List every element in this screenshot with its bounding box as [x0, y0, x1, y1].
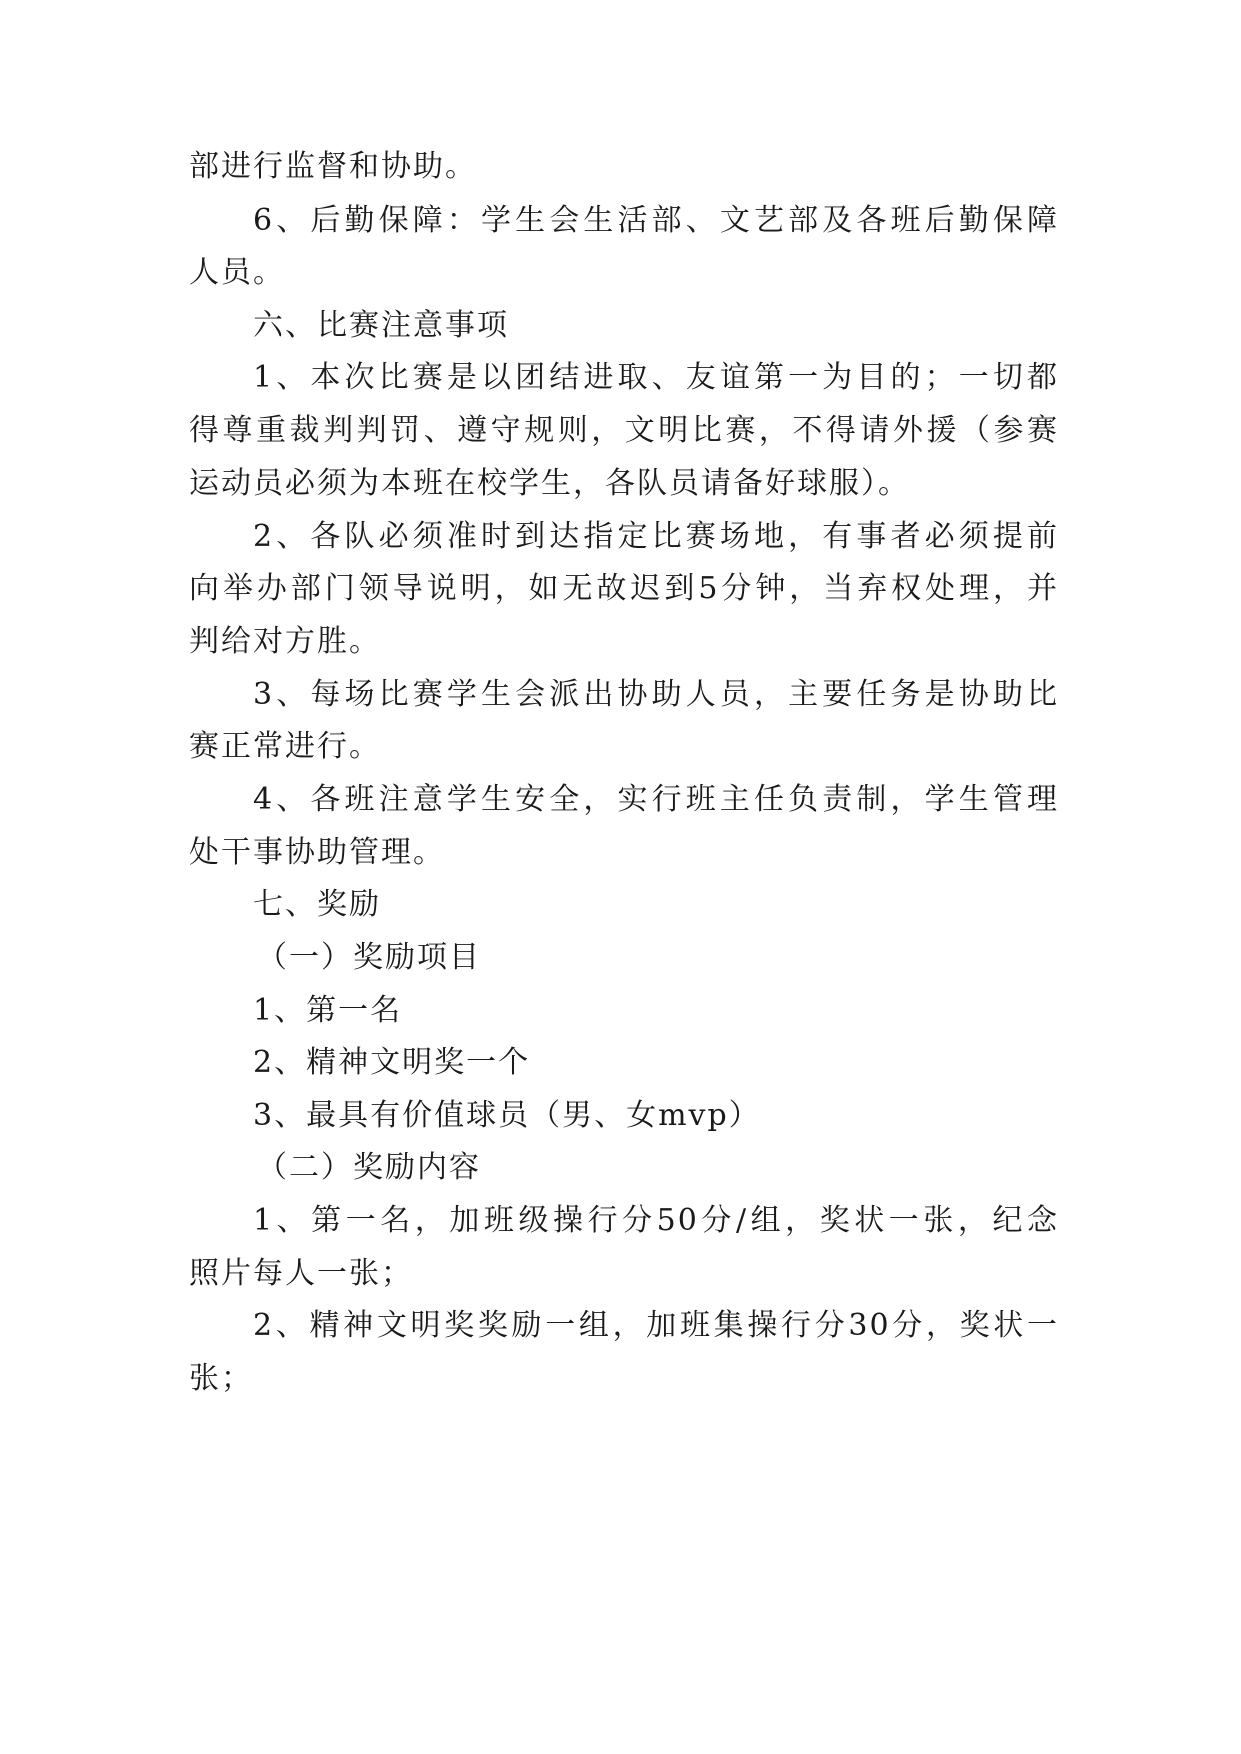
- text-line: 人员。: [189, 255, 285, 290]
- text-line: 3、每场比赛学生会派出协助人员，主要任务是协助比: [253, 677, 1059, 712]
- text-line: 1、本次比赛是以团结进取、友谊第一为目的；一切都: [253, 360, 1059, 395]
- text-line: 1、第一名，加班级操行分50分/组，奖状一张，纪念: [253, 1203, 1059, 1238]
- text-line: 4、各班注意学生安全，实行班主任负责制，学生管理: [253, 782, 1059, 817]
- list-item: 2、精神文明奖一个: [253, 1045, 531, 1080]
- list-item: 3、最具有价值球员（男、女mvp）: [253, 1098, 761, 1133]
- section-heading: 六、比赛注意事项: [253, 308, 509, 343]
- list-item: 1、第一名: [253, 993, 403, 1028]
- text-line: 6、后勤保障：学生会生活部、文艺部及各班后勤保障: [253, 203, 1059, 238]
- section-heading: 七、奖励: [253, 887, 381, 922]
- subsection-heading: （一）奖励项目: [257, 940, 481, 975]
- text-line: 张；: [189, 1361, 253, 1396]
- subsection-heading: （二）奖励内容: [257, 1150, 481, 1185]
- text-line: 照片每人一张；: [189, 1256, 413, 1291]
- text-line: 运动员必须为本班在校学生，各队员请备好球服）。: [189, 466, 910, 501]
- text-line: 赛正常进行。: [189, 729, 381, 764]
- text-line: 判给对方胜。: [189, 624, 381, 659]
- text-line: 处干事协助管理。: [189, 835, 445, 870]
- text-line: 向举办部门领导说明，如无故迟到5分钟，当弃权处理，并: [189, 571, 1059, 606]
- text-line: 2、精神文明奖奖励一组，加班集操行分30分，奖状一: [253, 1308, 1059, 1343]
- text-line: 得尊重裁判判罚、遵守规则，文明比赛，不得请外援（参赛: [189, 413, 1059, 448]
- text-line: 部进行监督和协助。: [189, 149, 477, 184]
- text-line: 2、各队必须准时到达指定比赛场地，有事者必须提前: [253, 519, 1059, 554]
